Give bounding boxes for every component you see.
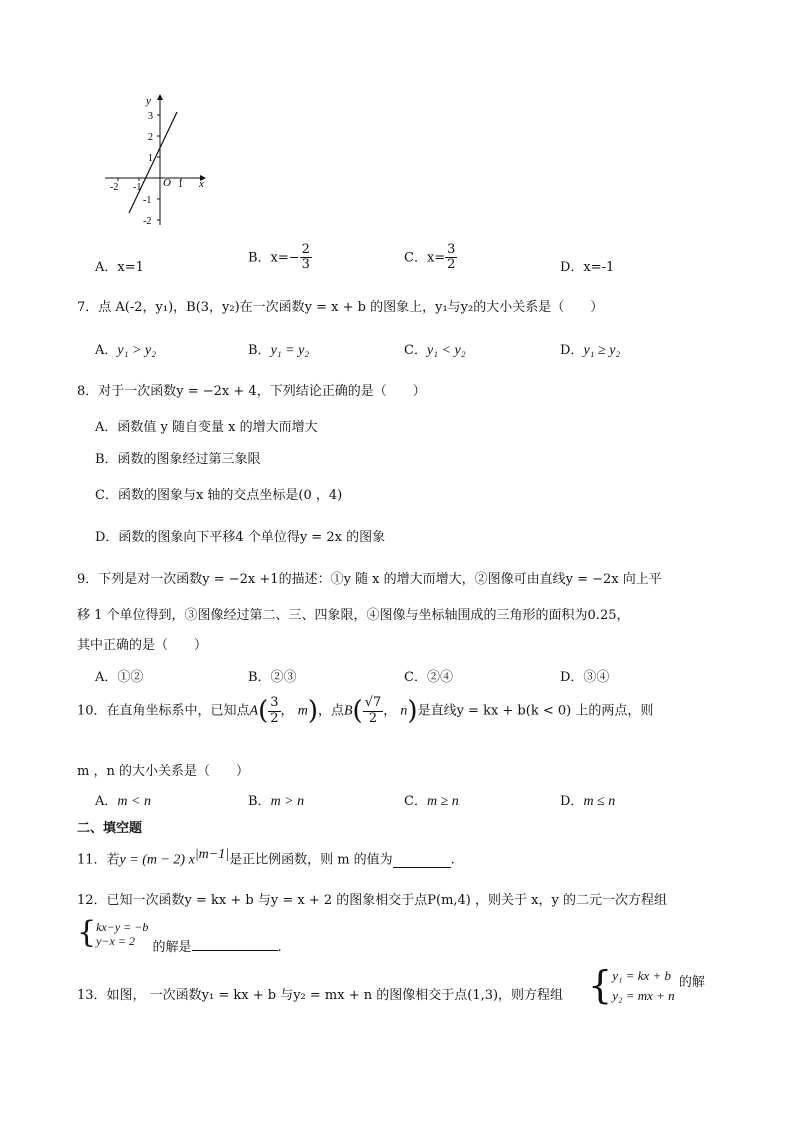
- q6-option-b: B．x=− $\frac{2}{3}$: [248, 242, 310, 273]
- q8-option-a: A．函数值 y 随自变量 x 的增大而增大: [95, 420, 318, 435]
- q8-option-d: D．函数的图象向下平移4 个单位得y = 2x 的图象: [95, 530, 386, 545]
- function-graph: [100, 90, 215, 230]
- q12-line-2: { kx−y = −b y−x = 2 的解是 .: [77, 915, 282, 955]
- y-tick-neg1: -1: [143, 195, 152, 206]
- q10-option-d: D．m ≤ n: [560, 794, 616, 809]
- q9-line-2: 移 1 个单位得到，③图像经过第二、三、四象限，④图像与坐标轴围成的三角形的面积为0.25，: [77, 608, 630, 623]
- q7-text: 7．点 A(-2，y₁)，B(3，y₂)在一次函数y = x + b 的图象上，y₁与y₂的大小关系是（ ）: [77, 300, 604, 315]
- q11-text: 11．若y = (m − 2) $x^{|m-1|}$是正比例函数，则 m 的值为 .: [77, 847, 455, 868]
- y-tick-2: 2: [148, 132, 153, 143]
- q9-option-b: B．②③: [248, 670, 297, 685]
- q9-option-d: D．③④: [560, 670, 610, 685]
- q9-line-1: 9．下列是对一次函数y = −2x +1的描述：①y 随 x 的增大而增大，②图像可由直线y = −2x 向上平: [77, 572, 662, 587]
- q6-option-d: D．x=-1: [560, 260, 615, 275]
- q9-option-a: A．①②: [95, 670, 144, 685]
- q13-system: { y₁ = kx + b y₂ = mx + n 的解: [588, 963, 705, 1007]
- q13-line-1: 13．如图， 一次函数y₁ = kx + b 与y₂ = mx + n 的图像相交于点(1,3)，则方程组: [77, 988, 564, 1003]
- q6-option-a: A．x=1: [95, 260, 144, 275]
- y-tick-neg2: -2: [143, 216, 152, 227]
- x-tick-1: 1: [178, 179, 183, 190]
- x-axis-label: x: [199, 178, 204, 190]
- q8-option-c: C．函数的图象与x 轴的交点坐标是(0 ，4): [95, 488, 343, 503]
- x-tick-neg1: -1: [133, 182, 142, 193]
- q8-option-b: B．函数的图象经过第三象限: [95, 452, 261, 467]
- origin-label: O: [163, 177, 171, 189]
- q10-line-1: 10．在直角坐标系中，已知点A( $\frac{3}{2}$ ， m)，点B( $\frac{√7}{2}$ ， n)是直线y = kx + b(k < 0) 上的两点，则: [77, 695, 654, 726]
- q8-text: 8．对于一次函数y = −2x + 4，下列结论正确的是（ ）: [77, 384, 426, 399]
- y-tick-1: 1: [148, 153, 153, 164]
- q10-option-b: B．m > n: [248, 794, 305, 809]
- q6-option-c: C．x= $\frac{3}{2}$: [404, 242, 456, 273]
- q9-option-c: C．②④: [404, 670, 453, 685]
- q12-line-1: 12．已知一次函数y = kx + b 与y = x + 2 的图象相交于点P(m,4) ，则关于 x，y 的二元一次方程组: [77, 893, 667, 908]
- q10-option-c: C．m ≥ n: [404, 794, 459, 809]
- q10-line-2: m ，n 的大小关系是（ ）: [77, 764, 249, 779]
- q7-option-d: D．y₁ ≥ y₂: [560, 343, 621, 358]
- section-heading: 二、填空题: [77, 821, 143, 836]
- q7-option-c: C．y₁ < y₂: [404, 343, 466, 358]
- q12-answer-blank[interactable]: [192, 936, 278, 951]
- q7-option-b: B．y₁ = y₂: [248, 343, 310, 358]
- q10-option-a: A．m < n: [95, 794, 151, 809]
- q11-answer-blank[interactable]: [393, 853, 451, 868]
- x-tick-neg2: -2: [110, 182, 119, 193]
- graph-line: [129, 112, 177, 213]
- y-tick-3: 3: [148, 111, 153, 122]
- y-axis-label: y: [146, 95, 151, 107]
- q7-option-a: A．y₁ > y₂: [95, 343, 156, 358]
- q9-line-3: 其中正确的是（ ）: [77, 638, 208, 653]
